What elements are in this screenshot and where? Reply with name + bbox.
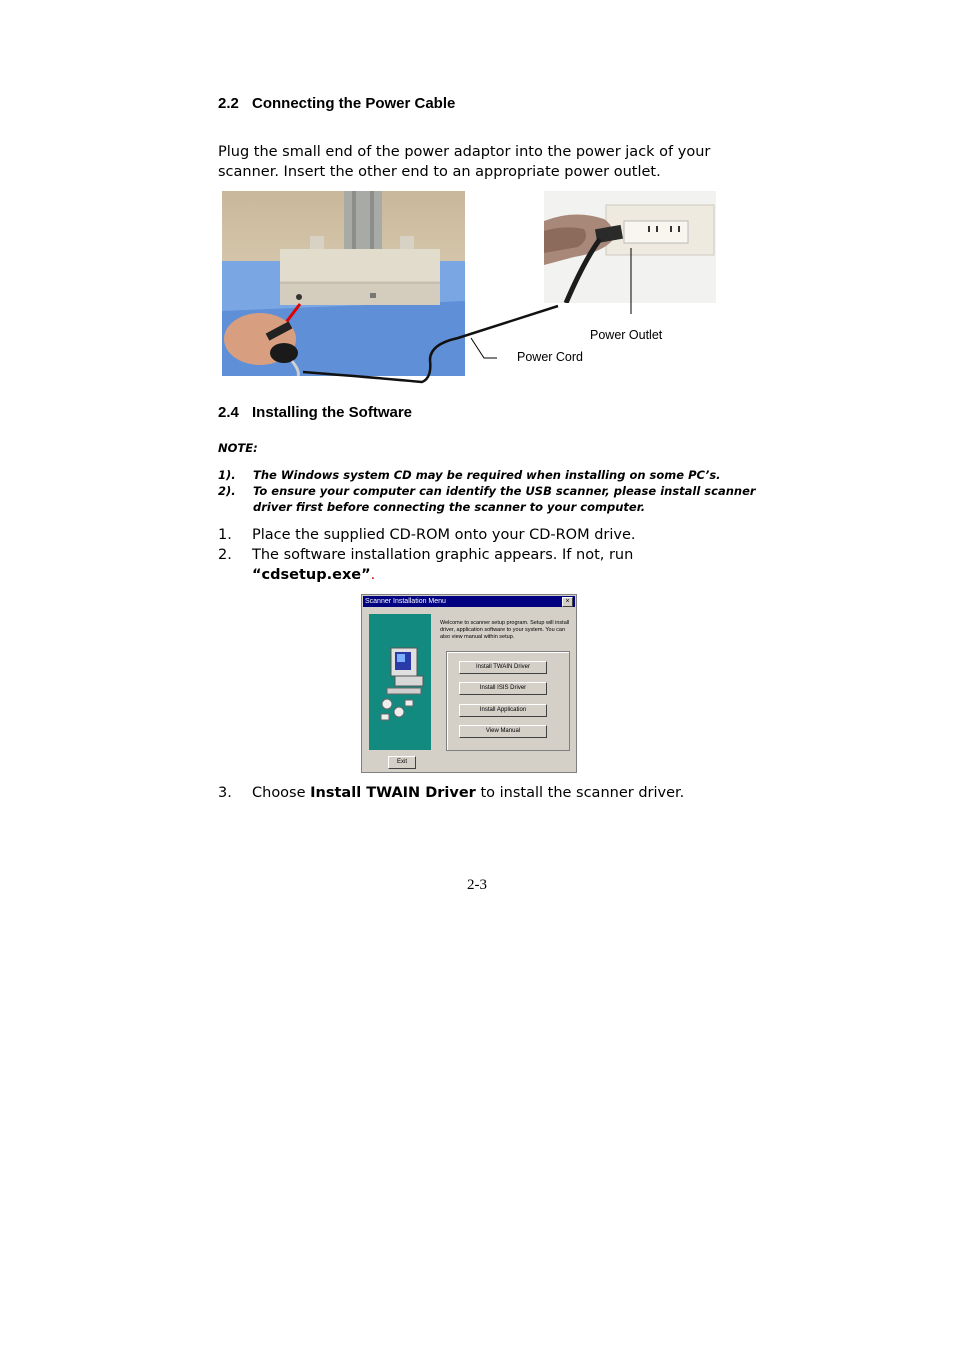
- step-text: [252, 783, 732, 803]
- note-text: The Windows system CD may be required when installing on some PC’s.: [253, 468, 721, 482]
- power-cord-line: [303, 306, 558, 382]
- dialog-welcome-text: Welcome to scanner setup program. Setup will install driver, application software to your system. You can also view manual within setup.: [440, 620, 570, 640]
- note-text-line: driver first before connecting the scanner to your computer.: [253, 500, 646, 514]
- dialog-titlebar: [363, 596, 575, 607]
- section-title: Connecting the Power Cable: [252, 95, 456, 112]
- note-number: 1).: [218, 468, 236, 482]
- page-number: 2-3: [467, 877, 487, 893]
- step-number: 3.: [218, 785, 232, 801]
- dialog-title: Scanner Installation Menu: [365, 598, 446, 605]
- cord-overlay: [0, 0, 954, 420]
- installation-dialog: [361, 594, 577, 773]
- step-text-bold: Install TWAIN Driver: [310, 785, 476, 801]
- note-text: [253, 483, 763, 515]
- power-cord-label: Power Cord: [517, 350, 583, 364]
- exit-button[interactable]: Exit: [388, 756, 416, 769]
- close-icon[interactable]: ×: [562, 597, 573, 607]
- section-title: Installing the Software: [252, 404, 413, 421]
- install-isis-driver-button[interactable]: Install ISIS Driver: [459, 682, 547, 695]
- step-text-line: The software installation graphic appears. If not, run: [252, 547, 634, 563]
- section-heading-software: [218, 404, 412, 421]
- note-number: 2).: [218, 484, 236, 498]
- power-cord-leader: [471, 338, 497, 358]
- step-filename: “cdsetup.exe”: [252, 567, 371, 583]
- step-text: [252, 545, 732, 585]
- install-application-button[interactable]: Install Application: [459, 704, 547, 717]
- paragraph-line: Plug the small end of the power adaptor into the power jack of your: [218, 144, 711, 160]
- power-outlet-label: Power Outlet: [590, 328, 663, 342]
- note-text-line: To ensure your computer can identify the USB scanner, please install scanner: [253, 484, 756, 498]
- dialog-button-group: [446, 651, 570, 751]
- install-twain-driver-button[interactable]: Install TWAIN Driver: [459, 661, 547, 674]
- step-text-post: to install the scanner driver.: [475, 785, 685, 801]
- view-manual-button[interactable]: View Manual: [459, 725, 547, 738]
- step-trailing-dot: .: [370, 567, 376, 583]
- step-text: Place the supplied CD-ROM onto your CD-ROM drive.: [252, 527, 636, 543]
- computer-icon: [369, 614, 431, 750]
- section-number: 2.2: [218, 95, 239, 112]
- note-heading: NOTE:: [218, 441, 258, 455]
- dialog-side-panel: [369, 614, 431, 750]
- step-text-pre: Choose: [252, 785, 311, 801]
- section-number: 2.4: [218, 404, 239, 421]
- step-number: 1.: [218, 527, 232, 543]
- step-number: 2.: [218, 547, 232, 563]
- paragraph-line: scanner. Insert the other end to an appropriate power outlet.: [218, 164, 661, 180]
